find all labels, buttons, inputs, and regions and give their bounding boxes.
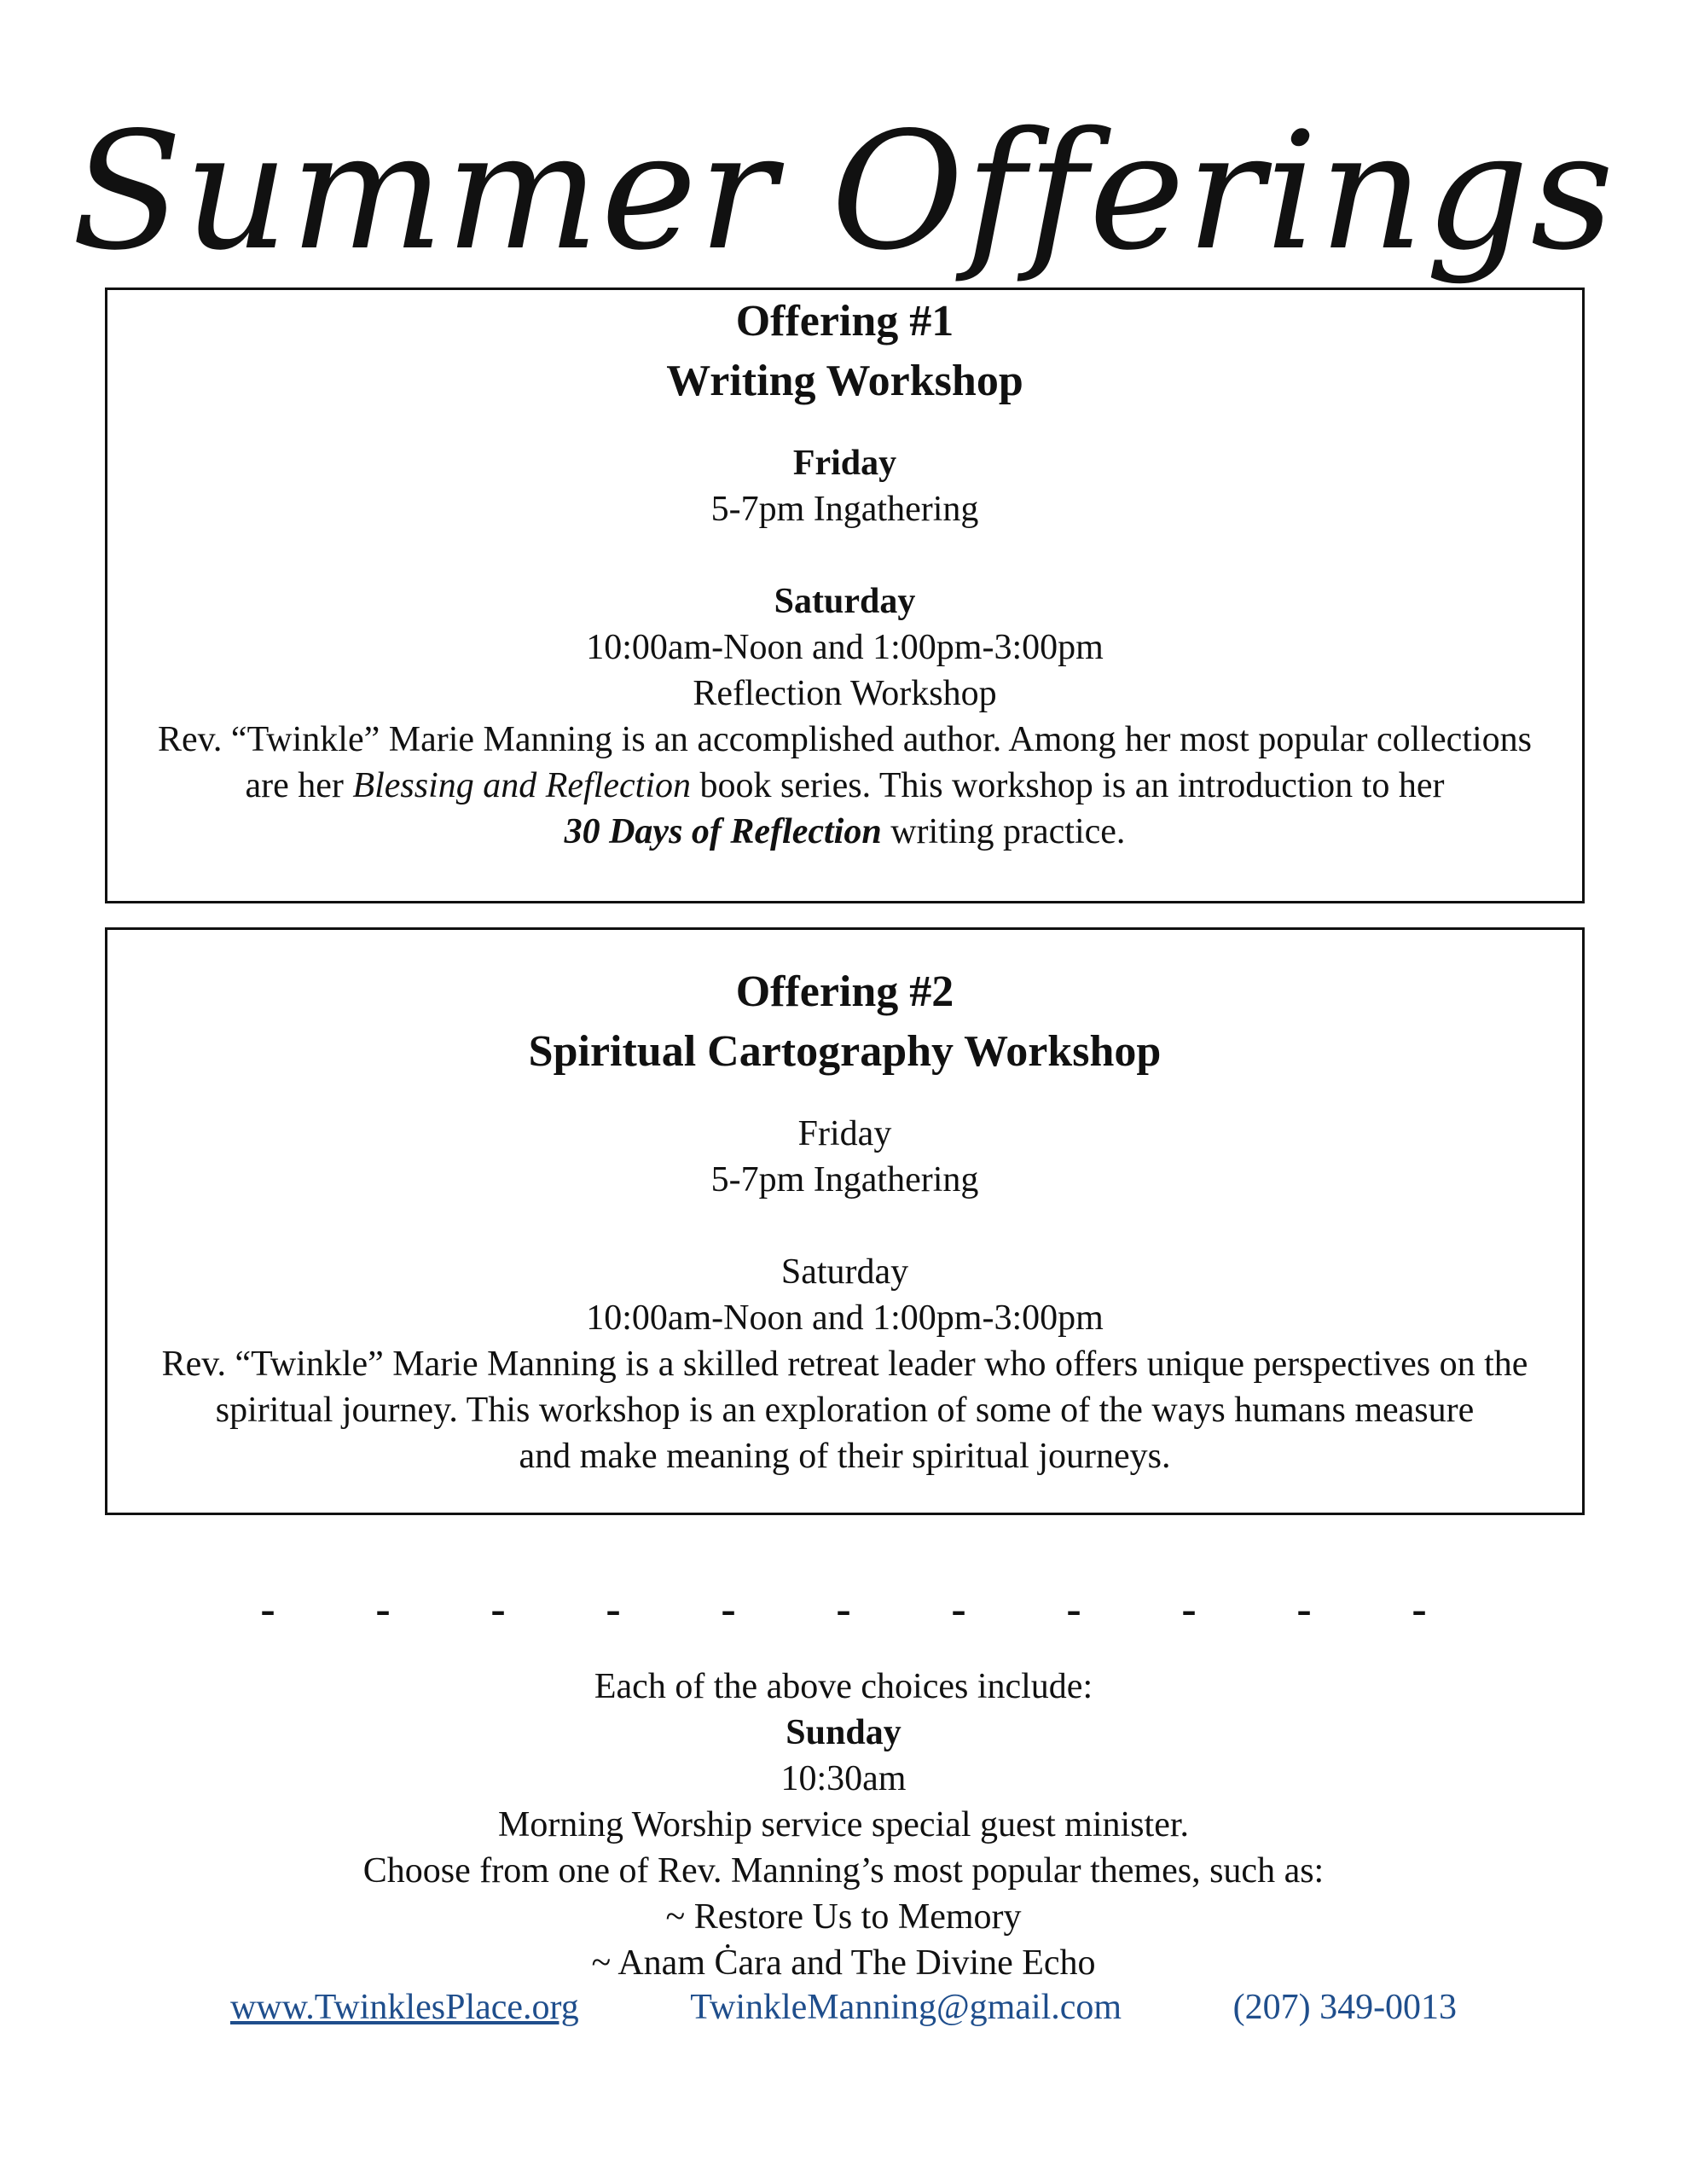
offering-1-description-line2: are her Blessing and Reflection book series. This workshop is an introduction to her [245,766,1445,805]
offering-2-description-line1: Rev. “Twinkle” Marie Manning is a skilled retreat leader who offers unique perspectives on the [161,1345,1528,1384]
offering-1-heading: Offering #1 [735,297,954,346]
footer-intro: Each of the above choices include: [594,1667,1093,1706]
footer-theme-1: ~ Restore Us to Memory [665,1897,1022,1937]
offering-2-day1: Friday [797,1114,892,1153]
offering-1-day2: Saturday [774,582,916,621]
footer-time: 10:30am [780,1759,907,1798]
offering-1-name: Writing Workshop [666,357,1023,405]
offering-2-name: Spiritual Cartography Workshop [528,1027,1162,1076]
offering-1-day1-time: 5-7pm Ingathering [710,490,979,529]
offering-2-description-line3: and make meaning of their spiritual journeys. [519,1437,1171,1476]
email-link[interactable]: TwinkleManning@gmail.com [690,1988,1122,2027]
offering-2-heading: Offering #2 [735,967,954,1016]
offering-1-day2-session: Reflection Workshop [693,674,997,713]
dashed-divider: - - - - - - - - - - - [260,1585,1427,1634]
phone-number: (207) 349-0013 [1232,1988,1458,2027]
offering-1-description-line3: 30 Days of Reflection writing practice. [564,812,1126,851]
contact-bar [0,1984,1687,2031]
offering-1-day1: Friday [792,444,897,483]
offering-1-description-line1: Rev. “Twinkle” Marie Manning is an accomplished author. Among her most popular collections [158,720,1532,759]
practice-title: 30 Days of Reflection [564,812,882,851]
footer-service: Morning Worship service special guest minister. [497,1805,1190,1844]
footer-theme-2: ~ Anam Ċara and The Divine Echo [591,1943,1096,1983]
book-series-title: Blessing and Reflection [352,766,692,805]
page-title: Summer Offerings [71,97,1616,286]
sunday-info [0,1664,1687,1986]
offering-2-day2: Saturday [780,1252,909,1292]
offering-2-day2-time: 10:00am-Noon and 1:00pm-3:00pm [586,1298,1104,1338]
footer-day: Sunday [786,1713,901,1752]
offering-2-description-line2: spiritual journey. This workshop is an exploration of some of the ways humans measure [215,1391,1475,1430]
footer-choose: Choose from one of Rev. Manning’s most popular themes, such as: [362,1851,1325,1891]
offering-1-day2-time: 10:00am-Noon and 1:00pm-3:00pm [586,628,1104,667]
offering-1-box [105,288,1585,903]
offering-2-box [105,927,1585,1515]
offering-2-day1-time: 5-7pm Ingathering [710,1160,979,1199]
website-link[interactable]: www.TwinklesPlace.org [229,1988,579,2027]
